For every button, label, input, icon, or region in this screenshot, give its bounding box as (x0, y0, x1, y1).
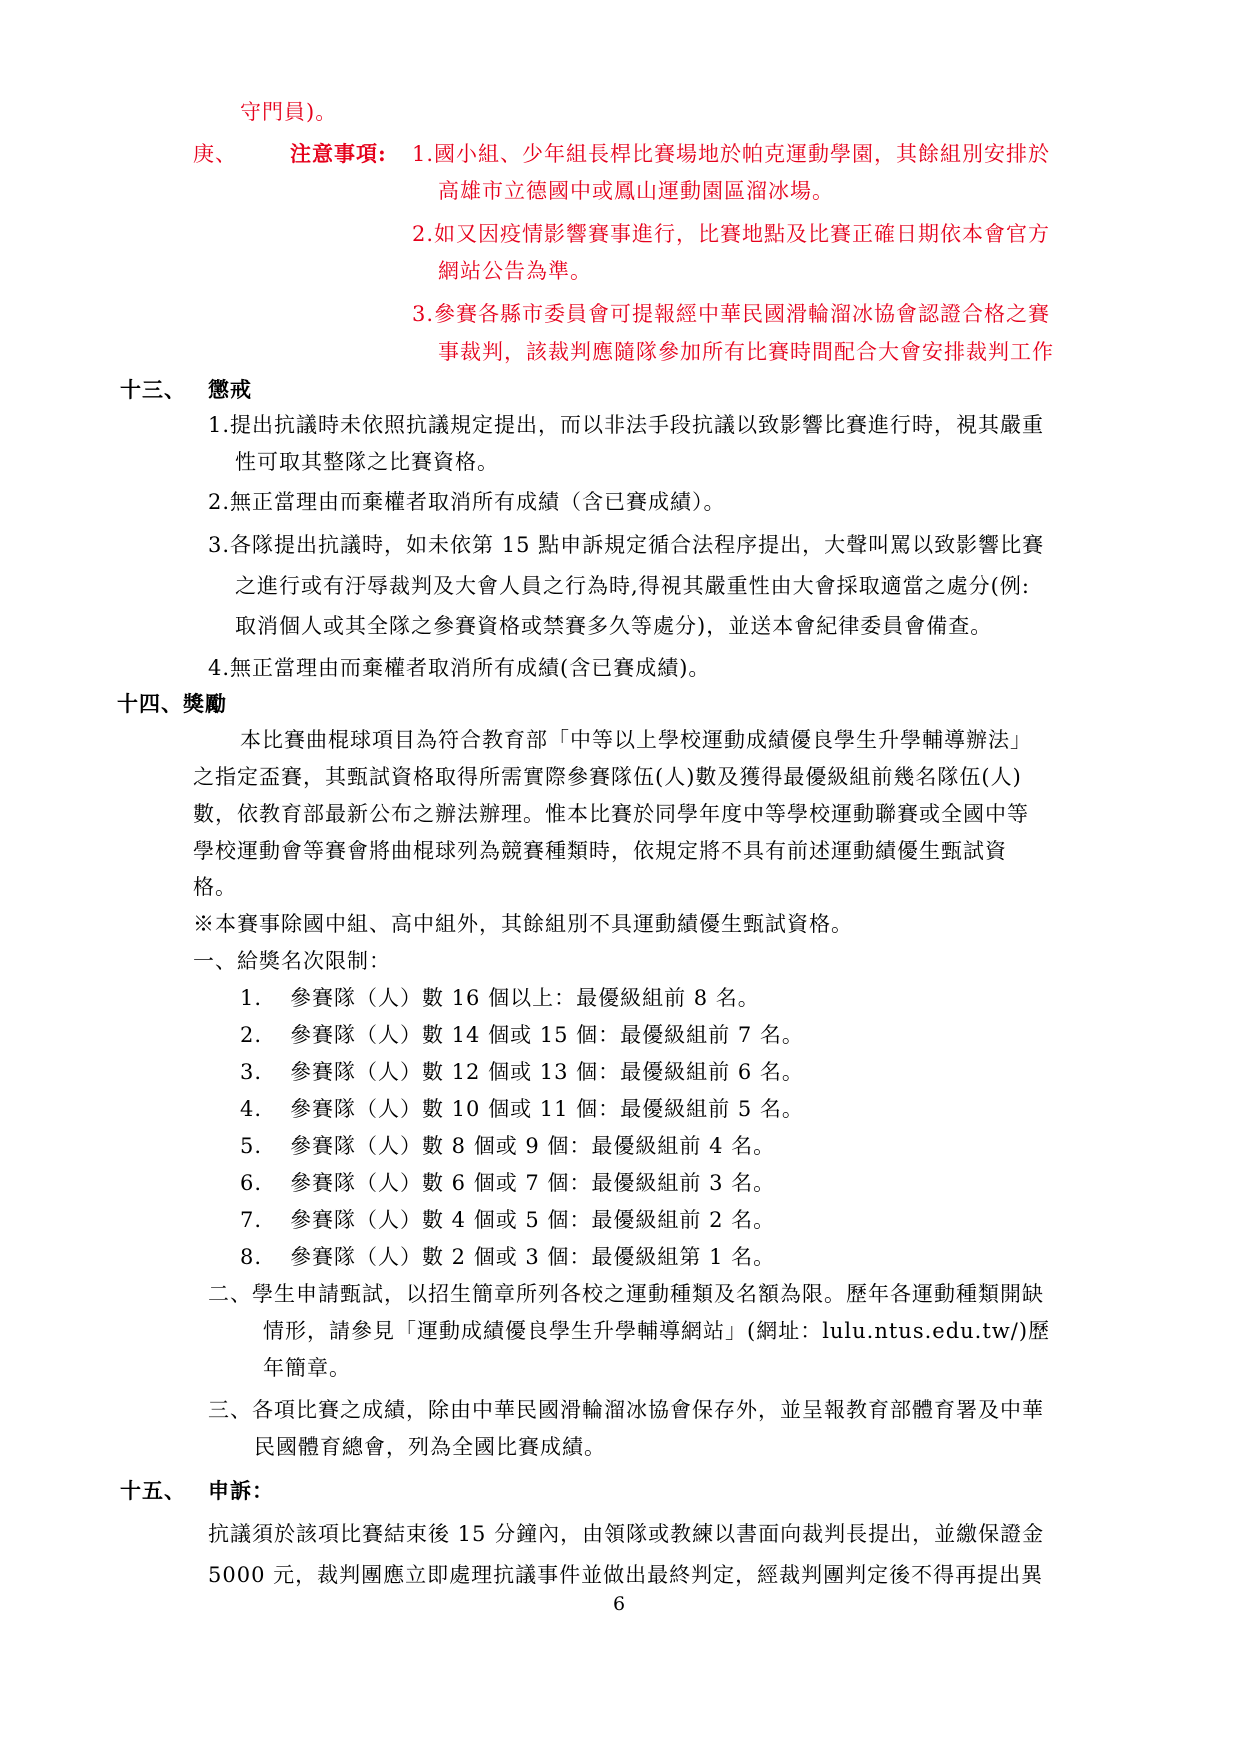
section14-note: ※本賽事除國中組、高中組外，其餘組別不具運動績優生甄試資格。 (193, 912, 853, 936)
notice-label: 庚、 (193, 142, 237, 166)
notice-item-1-line2: 高雄市立德國中或鳳山運動園區溜冰場。 (438, 179, 834, 203)
section14-item2-line2: 情形，請參見「運動成績優良學生升學輔導網站」(網址：lulu.ntus.edu.tw/)歷 (263, 1319, 1051, 1343)
limit-number: 6. (240, 1171, 263, 1195)
notice-item-3-line1: 3.參賽各縣市委員會可提報經中華民國滑輪溜冰協會認證合格之賽 (412, 302, 1051, 326)
notice-item-2-line1: 2.如又因疫情影響賽事進行，比賽地點及比賽正確日期依本會官方 (412, 222, 1051, 246)
section14-para-line5: 格。 (193, 875, 237, 899)
section14-item2-line1: 二、學生申請甄試，以招生簡章所列各校之運動種類及名額為限。歷年各運動種類開缺 (208, 1282, 1044, 1306)
limit-number: 1. (240, 986, 263, 1010)
section14-title: 十四、獎勵 (117, 691, 227, 716)
limit-text: 參賽隊（人）數 12 個或 13 個：最優級組前 6 名。 (290, 1060, 804, 1084)
page-number: 6 (613, 1593, 626, 1615)
section15-number: 十五、 (120, 1478, 186, 1503)
section15-para-line1: 抗議須於該項比賽結束後 15 分鐘內，由領隊或教練以書面向裁判長提出，並繳保證金 (208, 1522, 1045, 1546)
limit-text: 參賽隊（人）數 2 個或 3 個：最優級組第 1 名。 (290, 1245, 776, 1269)
section13-item-2-line1: 2.無正當理由而棄權者取消所有成績（含已賽成績）。 (208, 490, 726, 514)
section14-para-line2: 之指定盃賽，其甄試資格取得所需實際參賽隊伍(人)數及獲得最優級組前幾名隊伍(人) (193, 765, 1022, 789)
notice-item-3-line2: 事裁判，該裁判應隨隊參加所有比賽時間配合大會安排裁判工作 (438, 340, 1054, 364)
section13-item-3-line3: 取消個人或其全隊之參賽資格或禁賽多久等處分)，並送本會紀律委員會備查。 (235, 614, 993, 638)
continuation-text: 守門員)。 (240, 100, 338, 124)
section13-item-4-line1: 4.無正當理由而棄權者取消所有成績(含已賽成績)。 (208, 656, 711, 680)
limit-text: 參賽隊（人）數 4 個或 5 個：最優級組前 2 名。 (290, 1208, 776, 1232)
section14-para-line3: 數，依教育部最新公布之辦法辦理。惟本比賽於同學年度中等學校運動聯賽或全國中等 (193, 802, 1029, 826)
section15-para-line2: 5000 元，裁判團應立即處理抗議事件並做出最終判定，經裁判團判定後不得再提出異 (208, 1563, 1044, 1587)
limit-number: 5. (240, 1134, 263, 1158)
section13-number: 十三、 (120, 377, 186, 402)
limit-number: 3. (240, 1060, 263, 1084)
limit-text: 參賽隊（人）數 8 個或 9 個：最優級組前 4 名。 (290, 1134, 776, 1158)
limit-text: 參賽隊（人）數 16 個以上：最優級組前 8 名。 (290, 986, 760, 1010)
section14-item3-line2: 民國體育總會，列為全國比賽成績。 (254, 1435, 606, 1459)
section13-title: 懲戒 (208, 377, 252, 402)
limit-number: 7. (240, 1208, 263, 1232)
limit-text: 參賽隊（人）數 10 個或 11 個：最優級組前 5 名。 (290, 1097, 804, 1121)
section13-item-3-line1: 3.各隊提出抗議時，如未依第 15 點申訴規定循合法程序提出，大聲叫罵以致影響比賽 (208, 533, 1045, 557)
section14-item3-line1: 三、各項比賽之成績，除由中華民國滑輪溜冰協會保存外，並呈報教育部體育署及中華 (208, 1398, 1044, 1422)
section13-item-1-line2: 性可取其整隊之比賽資格。 (235, 450, 499, 474)
limit-number: 2. (240, 1023, 263, 1047)
limit-number: 8. (240, 1245, 263, 1269)
limit-number: 4. (240, 1097, 263, 1121)
section14-item2-line3: 年簡章。 (263, 1356, 351, 1380)
notice-item-2-line2: 網站公告為準。 (438, 259, 592, 283)
limit-text: 參賽隊（人）數 14 個或 15 個：最優級組前 7 名。 (290, 1023, 804, 1047)
section14-para-line4: 學校運動會等賽會將曲棍球列為競賽種類時，依規定將不具有前述運動績優生甄試資 (193, 839, 1007, 863)
notice-item-1-line1: 1.國小組、少年組長桿比賽場地於帕克運動學園，其餘組別安排於 (412, 142, 1051, 166)
notice-title: 注意事項: (290, 141, 387, 166)
section14-para-line1: 本比賽曲棍球項目為符合教育部「中等以上學校運動成績優良學生升學輔導辦法」 (240, 728, 1032, 752)
limit-text: 參賽隊（人）數 6 個或 7 個：最優級組前 3 名。 (290, 1171, 776, 1195)
section15-title: 申訴： (208, 1478, 274, 1503)
section13-item-1-line1: 1.提出抗議時未依照抗議規定提出，而以非法手段抗議以致影響比賽進行時，視其嚴重 (208, 413, 1045, 437)
section14-limit-title: 一、給獎名次限制： (193, 949, 391, 973)
section13-item-3-line2: 之進行或有汙辱裁判及大會人員之行為時,得視其嚴重性由大會採取適當之處分(例: (235, 574, 1030, 598)
